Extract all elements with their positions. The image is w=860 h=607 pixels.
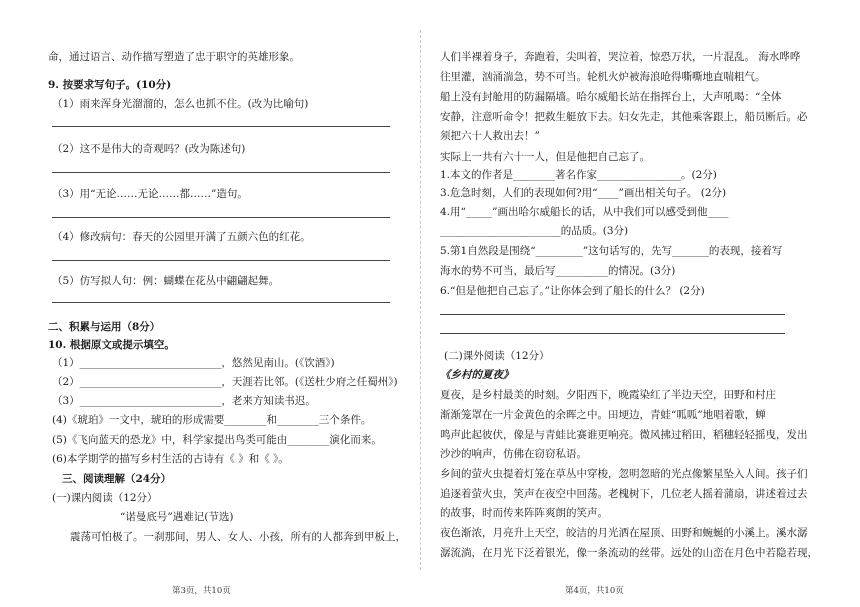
right-page	[430, 0, 860, 607]
passage2-line: 追逐着萤火虫，笑声在夜空中回荡。老槐树下，几位老人摇着蒲扇，讲述着过去	[440, 488, 808, 500]
answer-line	[440, 333, 785, 334]
passage-line: 人们半裸着身子，奔跑着，尖叫着，哭泣着，惊恐万状，一片混乱。 海水哗哗	[440, 51, 801, 63]
question-6: 6.“但是他把自己忘了。”让你体会到了船长的什么？ (2分)	[440, 285, 705, 297]
answer-line	[52, 217, 390, 218]
passage2-line: 夜色渐浓，月亮升上天空，皎洁的月光洒在屋顶、田野和蜿蜒的小溪上。溪水潺	[440, 527, 808, 539]
passage2-line: 渐渐笼罩在一片金黄色的余晖之中。田埂边，青蛙“呱呱”地唱着歌，蝉	[440, 409, 766, 421]
q10-item-3: （3）___________________________，老来方知读书迟。	[52, 395, 316, 407]
page-divider	[420, 30, 421, 570]
passage-line: 安静，注意听命令！把救生艇放下去。妇女先走，其他乘客跟上，船员断后。必	[440, 111, 808, 123]
sub-section-1: (一)课内阅读（12分）	[52, 492, 158, 504]
q10-item-4: (4)《琥珀》一文中，琥珀的形成需要________和________三个条件。	[52, 414, 372, 426]
answer-line	[52, 126, 390, 127]
page-number: 第4页，共10页	[565, 586, 624, 596]
passage-line: 往里灌，汹涌湍急，势不可当。轮机火炉被海浪呛得嘶嘶地直喘粗气。	[440, 71, 766, 83]
passage2-line: 潺流淌，在月光下泛着银光，像一条流动的丝带。远处的山峦在月色中若隐若现，	[440, 547, 818, 559]
q10-item-2: （2）___________________________，天涯若比邻。(《送杜少府之任蜀州》)	[52, 376, 398, 388]
question-3: 3.危急时刻，人们的表现如何?用“____”画出相关句子。 (2分)	[440, 187, 727, 199]
section2-heading: 二、积累与运用（8分）	[48, 321, 161, 333]
q10-heading: 10. 根据原文或提示填空。	[48, 339, 175, 351]
passage2-title: 《乡村的夏夜》	[440, 369, 514, 381]
sub-section-2: (二)课外阅读（12分）	[444, 350, 550, 362]
passage2-line: 乡间的萤火虫提着灯笼在草丛中穿梭，忽明忽暗的光点像繁星坠入人间。孩子们	[440, 468, 808, 480]
passage2-line: 鸣声此起彼伏，像是与青蛙比赛谁更响亮。微风拂过稻田，稻穗轻轻摇曳，发出	[440, 429, 808, 441]
question-1: 1.本文的作者是________著名作家________________。(2分)	[440, 169, 717, 181]
question-4-cont: _______________________的品质。(3分)	[440, 225, 629, 237]
passage2-line: 的故事，时而传来阵阵爽朗的笑声。	[440, 507, 608, 519]
answer-line	[440, 314, 785, 315]
q10-item-1: （1）___________________________，悠然见南山。(《饮酒》)	[52, 357, 335, 369]
passage2-line: 沙沙的响声，仿佛在窃窃私语。	[440, 448, 587, 460]
passage-title: “诺曼底号”遇难记(节选)	[120, 511, 234, 523]
q10-item-5: (5)《飞向蓝天的恐龙》中，科学家提出鸟类可能由________演化而来。	[52, 434, 382, 446]
q9-heading: 9. 按要求写句子。(10分)	[48, 79, 172, 91]
q9-item-5: （5）仿写拟人句：例：蝴蝶在花丛中翩翩起舞。	[52, 275, 280, 287]
passage-line: 震荡可怕极了。一刹那间，男人、女人、小孩，所有的人都奔到甲板上，	[70, 531, 406, 543]
answer-line	[52, 302, 390, 303]
page-number: 第3页，共10页	[172, 586, 231, 596]
question-5-cont: 海水的势不可当，最后写__________的情况。(3分)	[440, 265, 676, 277]
q9-item-2: （2）这不是伟大的奇观吗？(改为陈述句)	[52, 143, 246, 155]
carry-over-line: 命，通过语言、动作描写塑造了忠于职守的英雄形象。	[48, 51, 300, 63]
question-5: 5.第1自然段是围绕“_________”这句话写的，先写_______的表现，接着写	[440, 245, 783, 257]
q9-item-3: （3）用“无论……无论……都……”造句。	[52, 188, 248, 200]
left-page	[0, 0, 415, 607]
section3-heading: 三、阅读理解（24分）	[62, 473, 172, 485]
q10-item-6: (6)本学期学的描写乡村生活的古诗有《 》和《 》。	[52, 453, 289, 465]
q9-item-4: （4）修改病句：春天的公园里开满了五颜六色的红花。	[52, 231, 311, 243]
passage2-line: 夏夜，是乡村最美的时刻。夕阳西下，晚霞染红了半边天空，田野和村庄	[440, 389, 776, 401]
q9-item-1: （1）雨来浑身光溜溜的，怎么也抓不住。(改为比喻句)	[52, 98, 309, 110]
passage-line: 须把六十人救出去！”	[440, 130, 540, 142]
answer-line	[52, 172, 390, 173]
question-4: 4.用“_____”画出哈尔威船长的话，从中我们可以感受到他____	[440, 206, 729, 218]
answer-line	[52, 260, 390, 261]
passage-line: 船上没有封舱用的防漏隔墙。哈尔威船长站在指挥台上，大声吼喝：“全体	[440, 91, 782, 103]
passage-line: 实际上一共有六十一人，但是他把自己忘了。	[440, 151, 650, 163]
